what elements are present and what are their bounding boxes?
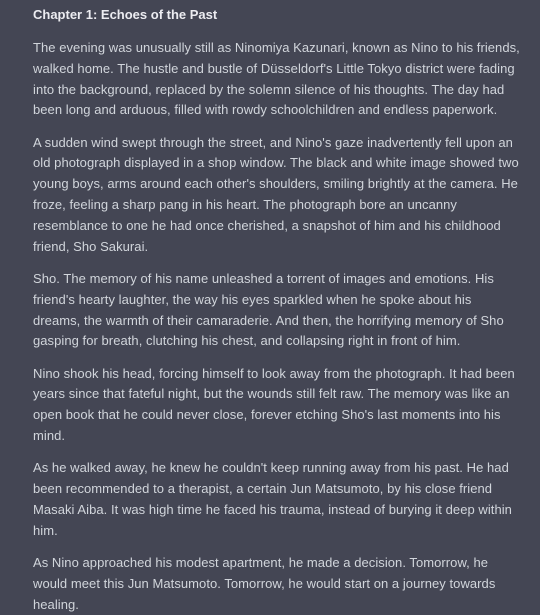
story-paragraph-3: Sho. The memory of his name unleashed a torrent of images and emotions. His friend's hearty laughter, the way his eyes sparkled when he spoke about his dreams, the warmth of their camaraderie. And then, the horrifying memory of Sho gasping for breath, clutching his chest, and collapsing right in front of him. [33, 270, 504, 349]
chapter-title: Chapter 1: Echoes of the Past [33, 7, 218, 22]
story-paragraph-5: As he walked away, he knew he couldn't keep running away from his past. He had been recommended to a therapist, a certain Jun Matsumoto, by his close friend Masaki Aiba. It was high time he faced his trauma, instead of burying it deep within him. [33, 460, 512, 538]
story-paragraph-2: A sudden wind swept through the street, and Nino's gaze inadvertently fell upon an old photograph displayed in a shop window. The black and white image showed two young boys, arms around each other's shoulders, smiling brightly at the camera. He froze, feeling a sharp pang in his heart. The photograph bore an uncanny resemblance to one he had once cherished, a snapshot of him and his childhood friend, Sho Sakurai. [33, 134, 519, 254]
story-paragraph-4: Nino shook his head, forcing himself to look away from the photograph. It had been years since that fateful night, but the wounds still felt raw. The memory was like an open book that he could never close, forever etching Sho's last moments into his mind. [33, 365, 515, 444]
story-paragraph-1: The evening was unusually still as Ninomiya Kazunari, known as Nino to his friends, walked home. The hustle and bustle of Düsseldorf's Little Tokyo district were fading into the background, replaced by the solemn silence of his thoughts. The day had been long and arduous, filled with rowdy schoolchildren and endless paperwork. [33, 40, 520, 118]
story-paragraph-6: As Nino approached his modest apartment, he made a decision. Tomorrow, he would meet this Jun Matsumoto. Tomorrow, he would start on a journey towards healing. [33, 555, 496, 612]
